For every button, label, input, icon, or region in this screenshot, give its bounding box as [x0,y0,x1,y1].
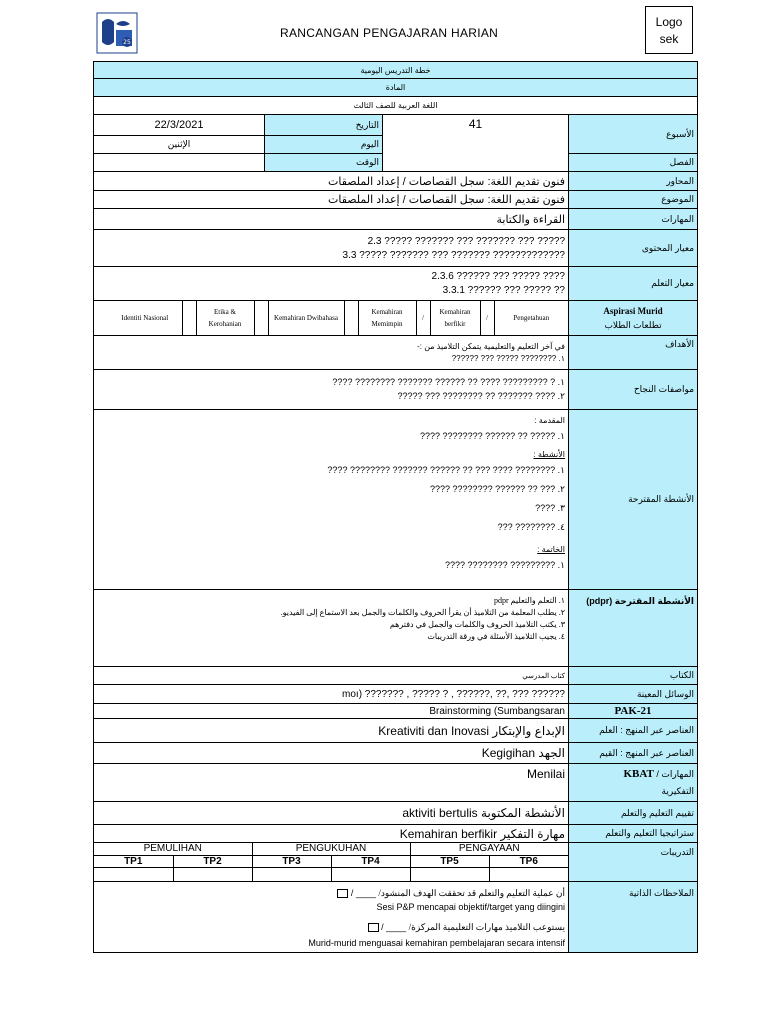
group-pengukuhan: PENGUKUHAN [252,843,410,855]
success-label: مواصفات النجاح [569,370,698,410]
reflection-label: الملاحظات الذاتية [569,882,698,953]
kbat-label: المهارات / KBAT التفكيرية [569,764,698,802]
aspirasi-items: Identiti Nasional Etika & Kerohanian Kemahiran Dwibahasa Kemahiran Memimpin / Kemahiran berfikir / Pengetahuan [94,301,569,336]
date-value: 22/3/2021 [94,115,265,136]
topic-label: الموضوع [569,191,698,209]
time-label: الوقت [265,154,383,172]
content-standard-label: معيار المحتوى [569,230,698,267]
level-tp1: TP1 [94,855,173,867]
theme-value: فنون تقديم اللغة: سجل القصاصات / إعداد الملصقات [94,172,569,191]
strategy-label: ستراتيجيا التعليم والتعلم [569,825,698,843]
group-pengayaan: PENGAYAAN [410,843,568,855]
plan-title: خطة التدريس اليومية [94,62,698,79]
skills-label: المهارات [569,209,698,230]
level-tp2: TP2 [173,855,252,867]
content-standard: ????? ??? ??????? ??? ??????? ????? 2.3 ????????????? ??????? ??? ??????? ????? 3.3 [94,230,569,267]
exercises-grid [94,843,569,882]
kbat-value: Menilai [94,764,569,802]
class-label: الفصل [569,154,698,172]
strategy-value: مهارة التفكير Kemahiran berfikir [94,825,569,843]
school-logo-icon [96,12,138,54]
aspirasi-memimpin: Kemahiran Memimpin [358,301,416,335]
level-tp4: TP4 [331,855,410,867]
reflection-checkbox-1[interactable] [337,889,348,898]
assessment-label: تقييم التعليم والتعلم [569,802,698,825]
level-tp3: TP3 [252,855,331,867]
aspirasi-pengetahuan: Pengetahuan [513,314,550,322]
subject-value: اللغة العربية للصف الثالث [94,97,698,115]
day-value: الإثنين [94,136,265,154]
date-label: التاريخ [265,115,383,136]
level-tp6: TP6 [489,855,568,867]
aids-label: الوسائل المعينة [569,685,698,704]
subject-label: المادة [94,79,698,97]
logo-placeholder-box: Logo sek [645,6,693,54]
week-value: 41 [383,115,569,172]
aspirasi-label: Aspirasi Murid تطلعات الطلاب [569,301,698,336]
book-value: كتاب المدرسي [94,667,569,685]
aspirasi-etika: Etika & Kerohanian [196,301,254,335]
cross-knowledge-label: العناصر عبر المنهج : العلم [569,719,698,743]
pdpr-label: الأنشطة المقترحة (pdpr) [569,590,698,667]
aids-value: ?????? ??? ,?? ,?????? , ? ????? , ??????? (moı [94,685,569,704]
day-label: اليوم [265,136,383,154]
aspirasi-identiti: Identiti Nasional [108,301,182,335]
svg-text:25: 25 [123,39,131,46]
pak21-label: PAK-21 [569,704,698,719]
activities-content: المقدمة : ١. ????? ?? ?????? ???????? ???? الأنشطة : ١. ???????? ???? ??? ?? ?????? ??????? ???????? ???? ٢. ??? ?? ?????? ???????? ???? ٣. ???? ٤. ???????? ??? الخاتمة : ١. ????????? ???????? ???? [94,410,569,590]
page-title: RANCANGAN PENGAJARAN HARIAN [280,26,499,40]
topic-value: فنون تقديم اللغة: سجل القصاصات / إعداد الملصقات [94,191,569,209]
pdpr-content: ١. التعلم والتعليم pdpr ٢. يطلب المعلمة من التلاميذ أن يقرأ الحروف والكلمات والجمل بعد الاستماع إلى الفيديو. ٣. يكتب التلاميذ الحروف والكلمات والجمل في دفترهم ٤. يجيب التلاميذ الأسئلة في ورقة التدريبات [94,590,569,667]
book-label: الكتاب [569,667,698,685]
level-tp5: TP5 [410,855,489,867]
skills-value: القراءة والكتابة [94,209,569,230]
group-pemulihan: PEMULIHAN [94,843,252,855]
lesson-plan-table [93,61,698,953]
cross-values-label: العناصر عبر المنهج : القيم [569,743,698,764]
reflection-content: أن عملية التعليم والتعلم قد تحققت الهدف المنشود/ / ____ Sesi P&P mencapai objektif/target yang diingini يستوعب التلاميذ مهارات التعليمية المركزة/ / ____ Murid-murid menguasai kemahiran pembelajaran secara intensif [94,882,569,953]
objectives-label: الأهداف [569,336,698,370]
week-label: الأسبوع [569,115,698,154]
cross-values-value: الجهد Kegigihan [94,743,569,764]
activities-label: الأنشطة المقترحة [569,410,698,590]
exercises-label: التدريبات [569,843,698,882]
learning-standard: ???? ????? ??? ?????? 2.3.6 ?? ????? ??? ?????? 3.3.1 [94,267,569,301]
aspirasi-berfikir: Kemahiran berfikir [430,301,480,335]
success-content: ١. ? ????????? ???? ?? ?????? ??????? ???????? ???? ٢. ???? ??????? ?? ???????? ??? ????? [94,370,569,410]
reflection-checkbox-2[interactable] [368,923,379,932]
theme-label: المحاور [569,172,698,191]
time-value [94,154,265,172]
assessment-value: الأنشطة المكتوبة aktiviti bertulis [94,802,569,825]
pak21-value: Brainstorming (Sumbangsaran [94,704,569,719]
cross-knowledge-value: الإبداع والإبتكار Kreativiti dan Inovasi [94,719,569,743]
learning-standard-label: معيار التعلم [569,267,698,301]
aspirasi-dwibahasa: Kemahiran Dwibahasa [268,301,344,335]
objectives-content: في آخر التعليم والتعليمية يتمكن التلاميذ من :- ١. ???????? ????? ??? ?????? [94,336,569,370]
